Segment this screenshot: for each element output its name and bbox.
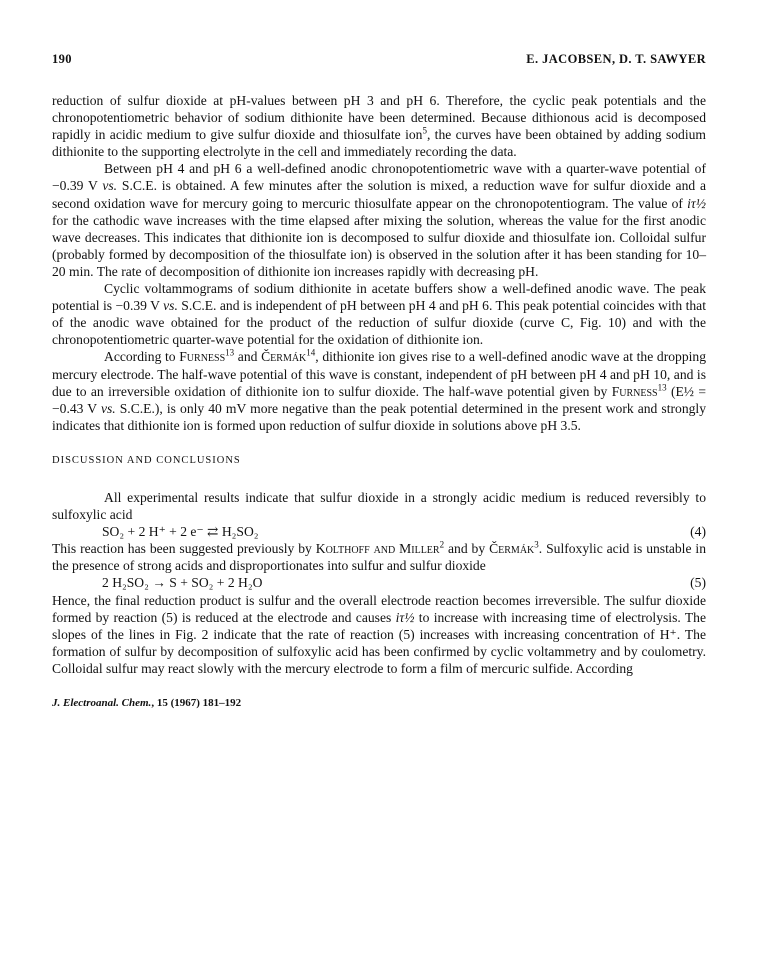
equation-number: (4) <box>690 524 706 540</box>
paragraph: All experimental results indicate that sulfur dioxide in a strongly acidic medium is reduced reversibly to sulfoxylic acid <box>52 489 706 523</box>
article-body <box>52 92 706 677</box>
paragraph: According to Furness$^{13}$ and Čermák$^{14}$, dithionite ion gives rise to a well-defined anodic wave at the dropping mercury electrode. The half-wave potential of this wave is constant, independent of pH between pH 4 and pH 10, and is due to an irreversible oxidation of dithionite ion to sulfur dioxide. The half-wave potential given by Furness$^{13}$ (E½ = −0.43 V vs. S.C.E.), is only 40 mV more negative than the peak potential determined in the present work and strongly indicates that dithionite ion is formed upon reduction of sulfur dioxide in solutions above pH 3.5. <box>52 347 706 433</box>
journal-name: J. Electroanal. Chem. <box>52 697 152 709</box>
journal-citation <box>52 697 706 709</box>
paragraph: reduction of sulfur dioxide at pH-values between pH 3 and pH 6. Therefore, the cyclic peak potentials and the chronopotentiometric behavior of sodium dithionite have been determined. Because dithionous acid is decomposed rapidly in acidic medium to give sulfur dioxide and thiosulfate ion$^5$, the curves have been obtained by adding sodium dithionite to the supporting electrolyte in the cell and immediately recording the data. <box>52 93 706 160</box>
journal-volume: , 15 (1967) 181–192 <box>151 697 242 709</box>
equation-4 <box>52 523 706 540</box>
equation-expression: SO₂ + 2 H⁺ + 2 e⁻ ⇄ H₂SO₂ <box>102 524 259 540</box>
equation-number: (5) <box>690 575 706 591</box>
page-number: 190 <box>52 52 72 66</box>
paragraph: Cyclic voltammograms of sodium dithionite in acetate buffers show a well-defined anodic wave. The peak potential is −0.39 V vs. S.C.E. and is independent of pH between pH 4 and pH 6. This peak potential coincides with that of the anodic wave obtained for the product of the reduction of sulfur dioxide (curve C, Fig. 10) and with the chronopotentiometric quarter-wave potential for the oxidation of dithionite ion. <box>52 281 706 348</box>
equation-5 <box>52 574 706 591</box>
running-header <box>52 52 706 74</box>
equation-expression: 2 H₂SO₂ → S + SO₂ + 2 H₂O <box>102 575 263 591</box>
journal-page <box>52 52 706 709</box>
paragraph: Between pH 4 and pH 6 a well-defined anodic chronopotentiometric wave with a quarter-wave potential of −0.39 V vs. S.C.E. is obtained. A few minutes after the solution is mixed, a reduction wave for sulfur dioxide and a second oxidation wave for mercury going to mercuric thiosulfate appear on the chronopotentiogram. The value of iτ½ for the cathodic wave increases with the time elapsed after mixing the solution, whereas the value for the first anodic wave decreases. This indicates that dithionite ion is decomposed to sulfur dioxide and thiosulfate ion. Colloidal sulfur (probably formed by decomposition of the thiosulfate ion) is observed in the solution after it has been standing for 10–20 min. The rate of decomposition of dithionite ion increases rapidly with decreasing pH. <box>52 161 707 279</box>
running-authors: E. JACOBSEN, D. T. SAWYER <box>526 52 706 66</box>
paragraph: This reaction has been suggested previously by Kolthoff and Miller$^2$ and by Čermák$^3$. Sulfoxylic acid is unstable in the presence of strong acids and disproportionates into sulfur and sulfur dioxide <box>52 539 706 574</box>
paragraph: Hence, the final reduction product is sulfur and the overall electrode reaction becomes irreversible. The sulfur dioxide formed by reaction (5) is reduced at the electrode and causes iτ½ to increase with increasing time of electrolysis. The slopes of the lines in Fig. 2 indicate that the rate of reaction (5) increases with increasing concentration of H⁺. The formation of sulfur by decomposition of sulfoxylic acid has been confirmed by cyclic voltammetry and by coulometry. Colloidal sulfur may react slowly with the mercury electrode to form a film of mercuric sulfide. According <box>52 592 706 676</box>
section-heading: DISCUSSION AND CONCLUSIONS <box>52 454 241 466</box>
